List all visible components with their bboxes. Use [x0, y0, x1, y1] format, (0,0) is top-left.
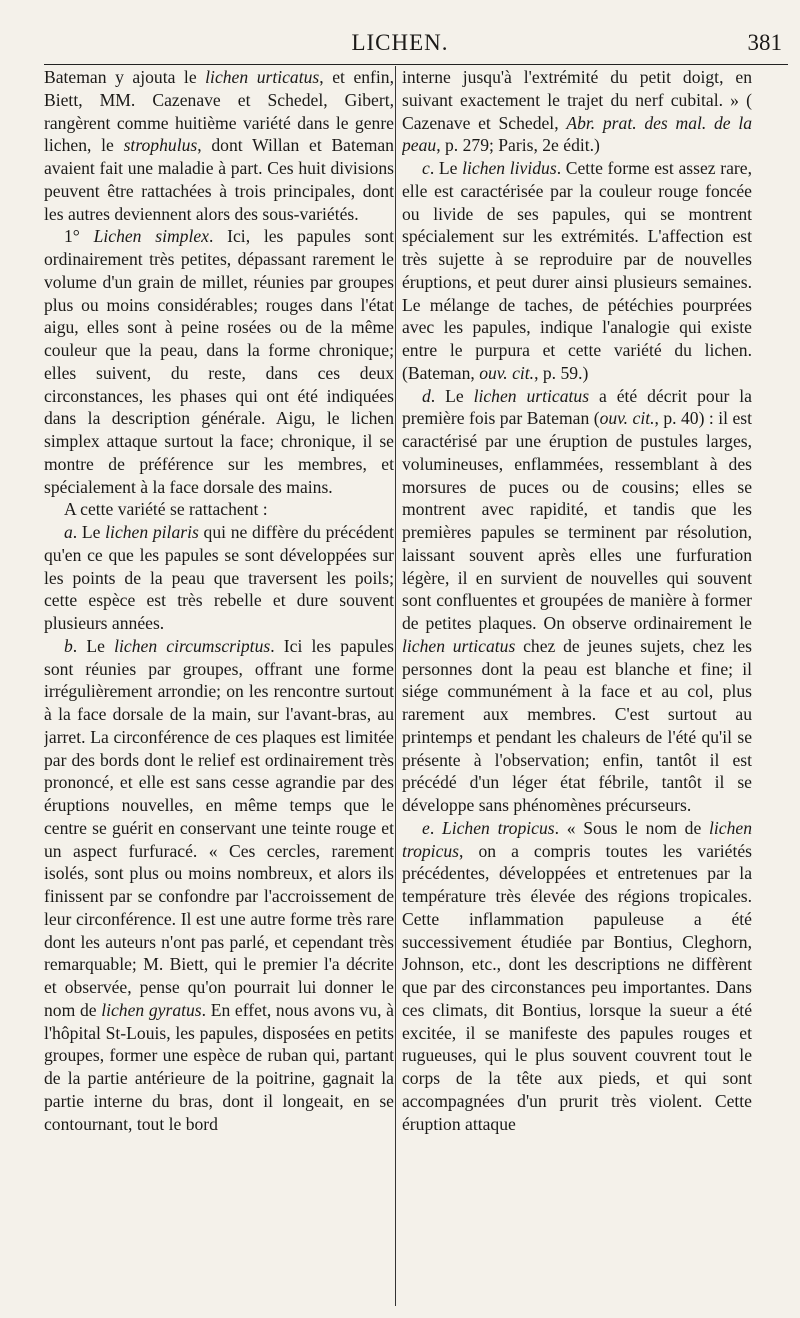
paragraph: interne jusqu'à l'extrémité du petit doigt, en suivant exactement le trajet du nerf cubital. » ( Cazenave et Schedel, Abr. prat. des mal. de la peau, p. 279; Paris, 2e édit.): [402, 67, 752, 156]
page-number: 381: [747, 30, 782, 55]
paragraph: d. Le lichen urticatus a été décrit pour la première fois par Bateman (ouv. cit., p. 40) : il est caractérisé par une éruption de pustules larges, volumineuses, enflammées, ressemblant à des morsures de puces ou de cousins; elles se montrent avec rapidité, et tandis que les premières papules se terminent par résolution, laissant souvent après elles une furfuration légère, il en survient de nouvelles qui souvent sont confluentes et groupées de manière à former de petites plaques. On observe ordinairement le lichen urticatus chez de jeunes sujets, chez les personnes dont la peau est blanche et fine; il siége communément à la face et au col, plus rarement aux membres. C'est surtout au printemps et pendant les chaleurs de l'été qu'il se présente à l'observation; enfin, tantôt il est précédé d'un léger état fébrile, tantôt il se développe sans phénomènes précurseurs.: [402, 385, 752, 815]
column-divider: [395, 66, 396, 1306]
header-rule: [44, 64, 788, 65]
right-column: [402, 66, 752, 1306]
left-column: [44, 66, 394, 1306]
paragraph: 1° Lichen simplex. Ici, les papules sont ordinairement très petites, dépassant rarement le volume d'un grain de millet, réunies par groupes plus ou moins considérables; rouges dans l'état aigu, elles sont à peine rosées ou de la même couleur que la peau, dans la forme chronique; elles suivent, du reste, dans ces deux circonstances, les phases qui ont été indiquées dans la description générale. Aigu, le lichen simplex attaque surtout la face; chronique, il se montre de préférence sur les membres, et spécialement à la face dorsale des mains.: [44, 226, 394, 497]
paragraph: c. Le lichen lividus. Cette forme est assez rare, elle est caractérisée par la couleur rouge foncée ou livide de ses papules, qui se montrent spécialement sur les extrémités. L'affection est très sujette à se reproduire par de nouvelles éruptions, et peut durer ainsi plusieurs semaines. Le mélange de taches, de pétéchies pourprées avec les papules, indique l'analogie qui existe entre le purpura et cette variété du lichen. (Bateman, ouv. cit., p. 59.): [402, 158, 752, 383]
paragraph: e. Lichen tropicus. « Sous le nom de lichen tropicus, on a compris toutes les variétés précédentes, développées et entretenues par la température très élevée des régions tropicales. Cette inflammation papuleuse a été successivement étudiée par Bontius, Cleghorn, Johnson, etc., dont les descriptions ne diffèrent que par des circonstances peu importantes. Dans ces climats, dit Bontius, lorsque la sueur a été excitée, il se manifeste des papules rouges et rugueuses, qui le plus souvent couvrent tout le corps de la tête aux pieds, et qui sont accompagnées d'un prurit très violent. Cette éruption attaque: [402, 817, 752, 1134]
paragraph: b. Le lichen circumscriptus. Ici les papules sont réunies par groupes, offrant une forme irrégulièrement arrondie; on les rencontre surtout à la face dorsale de la main, sur l'avant-bras, au jarret. La circonférence de ces plaques est limitée par des bords dont le relief est ordinairement très prononcé, et elle est sans cesse agrandie par des éruptions nouvelles, en même temps que le centre se guérit en conservant une teinte rouge et un aspect furfuracé. « Ces cercles, rarement isolés, sont plus ou moins nombreux, et alors ils finissent par se confondre par l'accroissement de leur circonférence. Il est une autre forme très rare dont les auteurs n'ont pas parlé, et cependant très remarquable; M. Biett, qui le premier l'a décrite et observée, pense qu'on pourrait lui donner le nom de lichen gyratus. En effet, nous avons vu, à l'hôpital St-Louis, les papules, disposées en petits groupes, former une espèce de ruban qui, partant de la partie antérieure de la poitrine, gagnait la partie interne du bras, dont il longeait, en se contournant, tout le bord: [44, 635, 394, 1134]
paragraph: Bateman y ajouta le lichen urticatus, et enfin, Biett, MM. Cazenave et Schedel, Gibert, rangèrent comme huitième variété dans le genre lichen, le strophulus, dont Willan et Bateman avaient fait une maladie à part. Ces huit divisions peuvent être rattachées à trois principales, dont les autres deviennent alors des sous-variétés.: [44, 67, 394, 224]
paragraph: A cette variété se rattachent :: [64, 499, 268, 520]
running-head: LICHEN.: [351, 30, 449, 55]
paragraph: a. Le lichen pilaris qui ne diffère du précédent qu'en ce que les papules se sont développées sur les points de la peau que traversent les poils; cette espèce est très rebelle et dure souvent plusieurs années.: [44, 522, 394, 633]
